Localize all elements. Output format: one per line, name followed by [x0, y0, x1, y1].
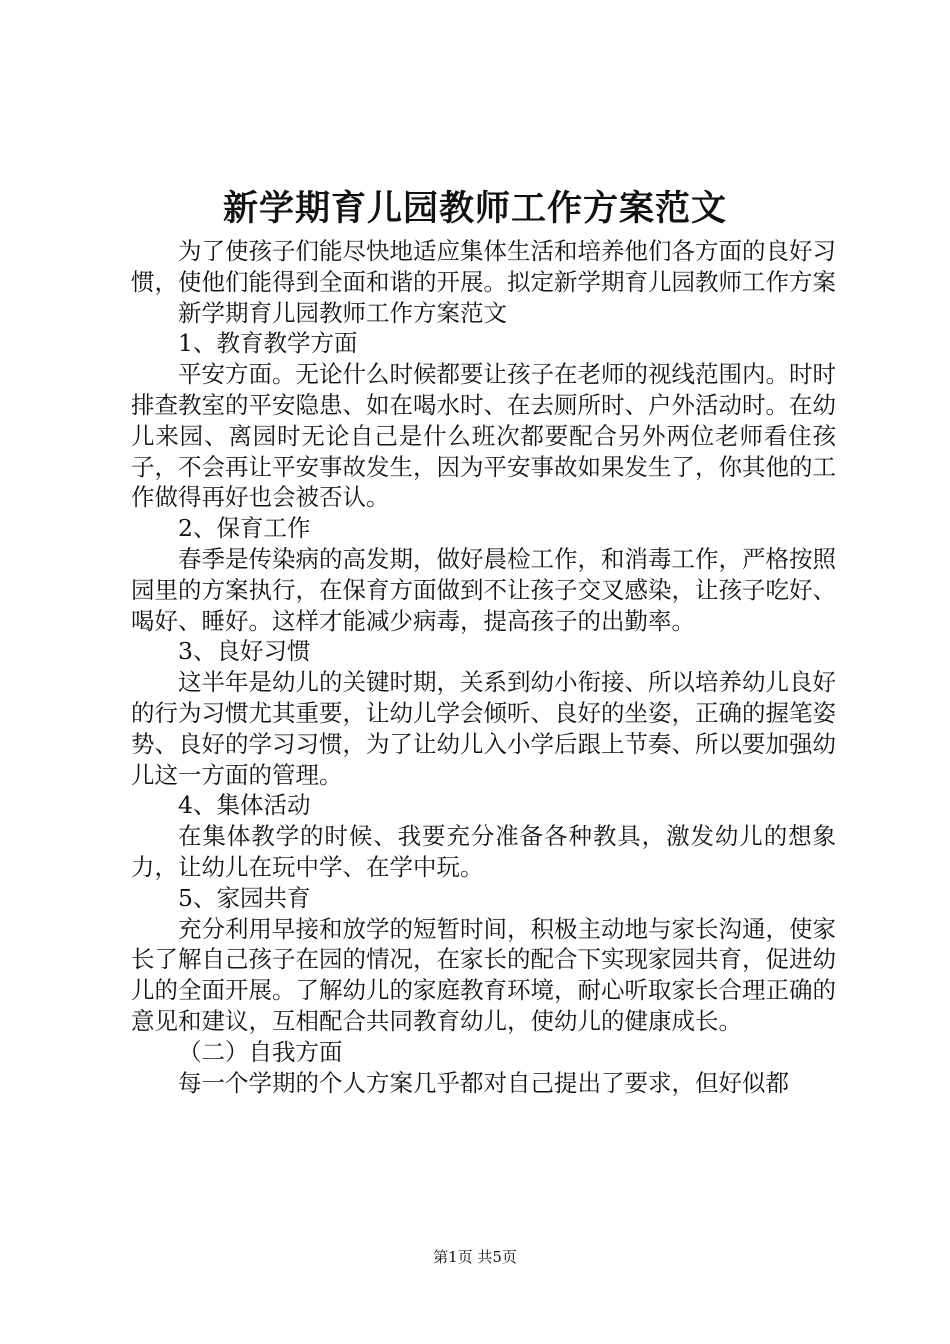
- self-paragraph: 每一个学期的个人方案几乎都对自己提出了要求，但好似都: [178, 1068, 789, 1097]
- page-footer: 第1页 共5页: [433, 1248, 517, 1266]
- section-heading-teaching: 1、教育教学方面: [178, 329, 358, 358]
- section-heading-care: 2、保育工作: [178, 514, 311, 543]
- intro-paragraph: 为了使孩子们能尽快地适应集体生活和培养他们各方面的良好习惯，使他们能得到全面和谐的开展。拟定新学期育儿园教师工作方案: [131, 237, 836, 296]
- document-body: [131, 236, 836, 1098]
- section-heading-group-activity: 4、集体活动: [178, 791, 311, 820]
- safety-paragraph: 平安方面。无论什么时候都要让孩子在老师的视线范围内。时时排查教室的平安隐患、如在喝水时、在去厕所时、户外活动时。在幼儿来园、离园时无论自己是什么班次都要配合另外两位老师看住孩子，不会再让平安事故发生，因为平安事故如果发生了，你其他的工作做得再好也会被否认。: [131, 360, 836, 512]
- subtitle-line: 新学期育儿园教师工作方案范文: [178, 298, 507, 327]
- section-heading-self: （二）自我方面: [178, 1037, 343, 1066]
- section-heading-home-school: 5、家园共育: [178, 883, 311, 912]
- group-activity-paragraph: 在集体教学的时候、我要充分准备各种教具，激发幼儿的想象力，让幼儿在玩中学、在学中玩。: [131, 822, 836, 881]
- document-title: 新学期育儿园教师工作方案范文: [222, 188, 727, 229]
- section-heading-habits: 3、良好习惯: [178, 637, 311, 666]
- care-paragraph: 春季是传染病的高发期，做好晨检工作，和消毒工作，严格按照园里的方案执行，在保育方面做到不让孩子交叉感染，让孩子吃好、喝好、睡好。这样才能减少病毒，提高孩子的出勤率。: [131, 544, 836, 635]
- home-school-paragraph: 充分利用早接和放学的短暂时间，积极主动地与家长沟通，使家长了解自己孩子在园的情况，在家长的配合下实现家园共育，促进幼儿的全面开展。了解幼儿的家庭教育环境，耐心听取家长合理正确的意见和建议，互相配合共同教育幼儿，使幼儿的健康成长。: [131, 914, 836, 1035]
- habits-paragraph: 这半年是幼儿的关键时期，关系到幼小衔接、所以培养幼儿良好的行为习惯尤其重要，让幼儿学会倾听、良好的坐姿，正确的握笔姿势、良好的学习习惯，为了让幼儿入小学后跟上节奏、所以要加强幼儿这一方面的管理。: [131, 668, 836, 789]
